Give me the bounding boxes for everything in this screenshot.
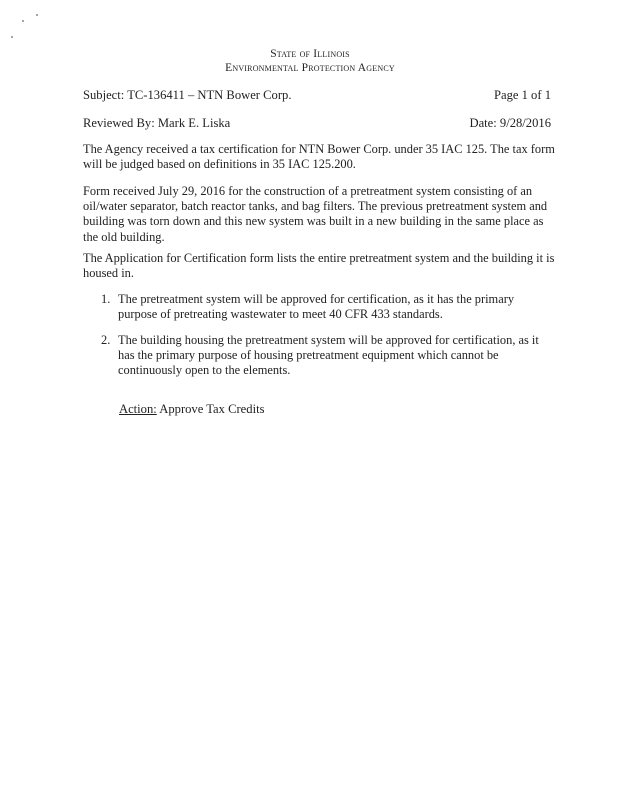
action-label: Action: (119, 402, 157, 416)
list-item-text: The pretreatment system will be approved for certification, as it has the primary purpose of pretreating wastewater to meet 40 CFR 433 standards. (118, 292, 515, 322)
header-agency: Environmental Protection Agency (225, 62, 395, 74)
subject-row (83, 88, 551, 103)
paragraph-form-received: Form received July 29, 2016 for the construction of a pretreatment system consisting of an oil/water separator, batch reactor tanks, and bag filters. The previous pretreatment system and building was torn down and this new system was built in a new building in the same place as the old building. (83, 184, 548, 244)
list-item (101, 333, 551, 379)
list-item-number: 2. (101, 333, 111, 347)
scan-speck (36, 14, 38, 16)
page-number: Page 1 of 1 (493, 88, 551, 102)
action-value: Approve Tax Credits (159, 402, 265, 416)
reviewer-row (83, 116, 551, 131)
scan-speck (11, 36, 13, 38)
document-header (0, 47, 620, 75)
paragraph-application: The Application for Certification form lists the entire pretreatment system and the building it is housed in. (83, 251, 555, 281)
subject-line: Subject: TC-136411 – NTN Bower Corp. (83, 88, 292, 102)
action-line (119, 402, 264, 417)
review-date: Date: 9/28/2016 (469, 116, 551, 130)
reviewed-by: Reviewed By: Mark E. Liska (83, 116, 231, 130)
header-state: State of Illinois (270, 48, 350, 60)
scan-speck (22, 20, 24, 22)
list-item-text: The building housing the pretreatment system will be approved for certification, as it has the primary purpose of housing pretreatment equipment which cannot be continuously open to the elements. (118, 333, 539, 378)
list-item (101, 292, 551, 322)
paragraph-intro: The Agency received a tax certification for NTN Bower Corp. under 35 IAC 125. The tax form will be judged based on definitions in 35 IAC 125.200. (83, 142, 555, 172)
list-item-number: 1. (101, 292, 111, 306)
